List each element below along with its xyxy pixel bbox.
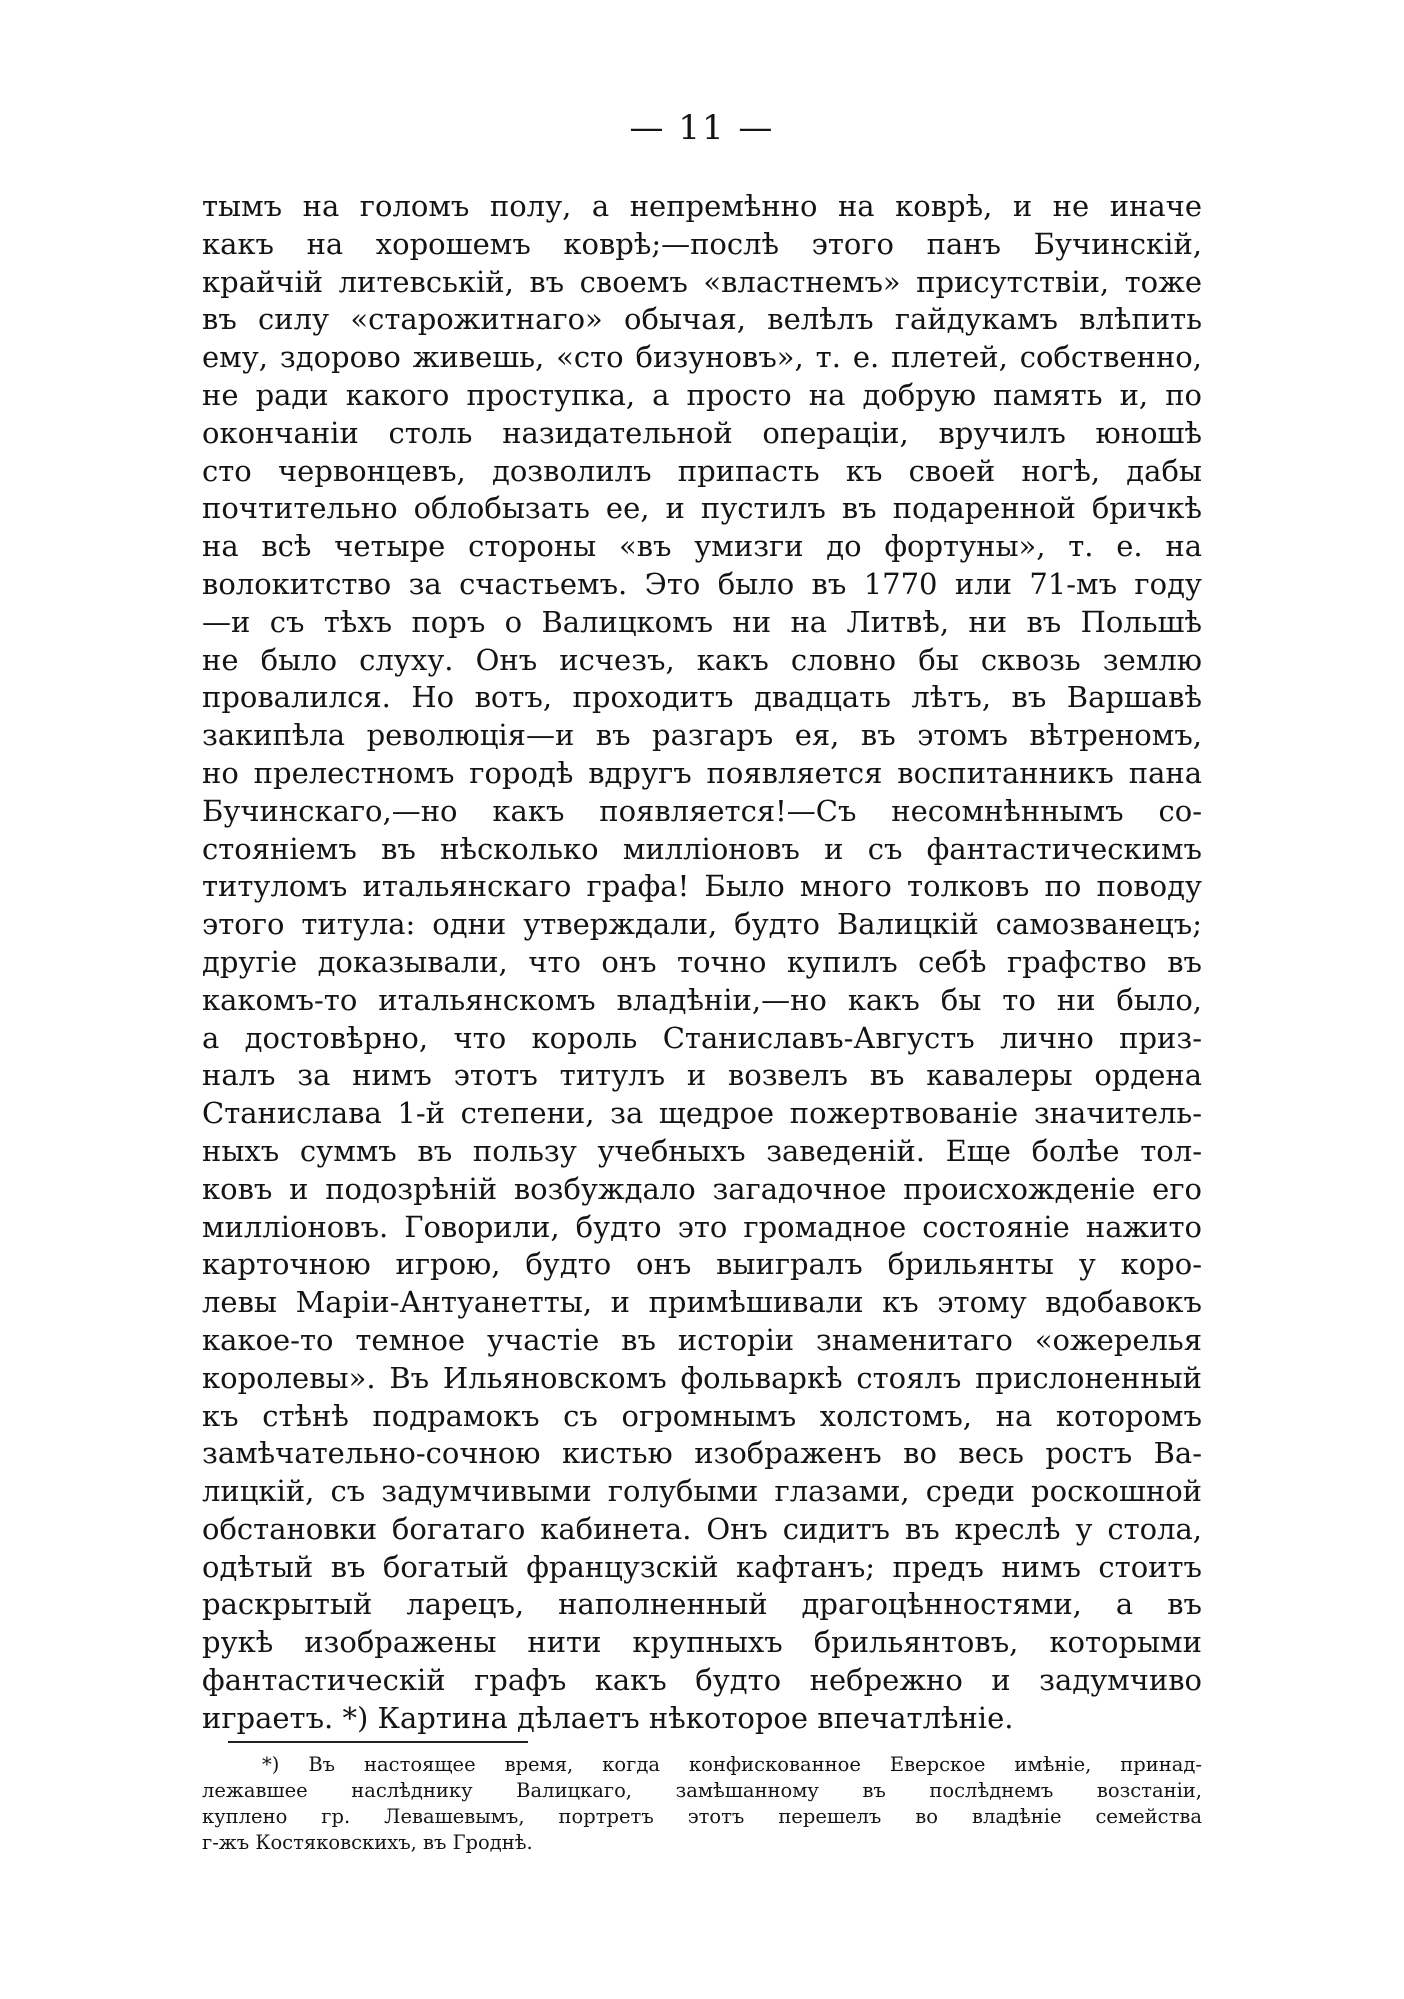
- text-line: этого титула: одни утверждали, будто Валицкій самозванецъ;: [202, 907, 1202, 942]
- page-number: — 11 —: [629, 108, 775, 148]
- text-line: волокитство за счастьемъ. Это было въ 1770 или 71-мъ году: [202, 566, 1202, 601]
- text-line: налъ за нимъ этотъ титулъ и возвелъ въ кавалеры ордена: [202, 1058, 1202, 1093]
- text-line: замѣчательно-сочною кистью изображенъ во весь ростъ Ва-: [202, 1436, 1202, 1471]
- text-line: окончаніи столь назидательной операціи, вручилъ юношѣ: [202, 415, 1202, 450]
- text-line: какомъ-то итальянскомъ владѣніи,—но какъ бы то ни было,: [202, 982, 1202, 1017]
- text-line: на всѣ четыре стороны «въ умизги до фортуны», т. е. на: [202, 529, 1202, 564]
- footnote-line: г-жъ Костяковскихъ, въ Гроднѣ.: [202, 1831, 533, 1854]
- footnote: [202, 1752, 1202, 1856]
- text-line: одѣтый въ богатый французскій кафтанъ; предъ нимъ стоитъ: [202, 1549, 1202, 1584]
- text-line: обстановки богатаго кабинета. Онъ сидитъ въ креслѣ у стола,: [202, 1511, 1202, 1546]
- text-line: ковъ и подозрѣній возбуждало загадочное происхожденіе его: [202, 1171, 1202, 1206]
- text-line: въ силу «старожитнаго» обычая, велѣлъ гайдукамъ влѣпить: [202, 302, 1202, 337]
- text-line: но прелестномъ городѣ вдругъ появляется воспитанникъ пана: [202, 755, 1202, 790]
- text-line: фантастическій графъ какъ будто небрежно и задумчиво: [202, 1663, 1202, 1698]
- footnote-line: лежавшее наслѣднику Валицкаго, замѣшанному въ послѣднемъ возстаніи,: [202, 1779, 1202, 1802]
- text-line: —и съ тѣхъ поръ о Валицкомъ ни на Литвѣ, ни въ Польшѣ: [202, 604, 1202, 639]
- text-line: Бучинскаго,—но какъ появляется!—Съ несомнѣннымъ со-: [202, 793, 1202, 828]
- text-line: какое-то темное участіе въ исторіи знаменитаго «ожерелья: [202, 1322, 1202, 1357]
- text-line: почтительно облобызать ее, и пустилъ въ подаренной бричкѣ: [202, 491, 1202, 526]
- text-line: рукѣ изображены нити крупныхъ брильянтовъ, которыми: [202, 1625, 1202, 1660]
- text-line: другіе доказывали, что онъ точно купилъ себѣ графство въ: [202, 944, 1202, 979]
- text-line: къ стѣнѣ подрамокъ съ огромнымъ холстомъ, на которомъ: [202, 1398, 1202, 1433]
- text-line: стояніемъ въ нѣсколько милліоновъ и съ фантастическимъ: [202, 831, 1202, 866]
- footnote-line: *) Въ настоящее время, когда конфискованное Еверское имѣніе, принад-: [262, 1753, 1202, 1776]
- text-line: играетъ. *) Картина дѣлаетъ нѣкоторое впечатлѣніе.: [202, 1700, 1014, 1735]
- text-line: королевы». Въ Ильяновскомъ фольваркѣ стоялъ прислоненный: [202, 1360, 1202, 1395]
- text-line: а достовѣрно, что король Станиславъ-Августъ лично приз-: [202, 1020, 1202, 1055]
- text-line: не ради какого проступка, а просто на добрую память и, по: [202, 377, 1202, 412]
- footnote-divider: [228, 1741, 528, 1743]
- text-line: Станислава 1-й степени, за щедрое пожертвованіе значитель-: [202, 1096, 1202, 1131]
- text-line: титуломъ итальянскаго графа! Было много толковъ по поводу: [202, 869, 1202, 904]
- text-line: левы Маріи-Антуанетты, и примѣшивали къ этому вдобавокъ: [202, 1285, 1202, 1320]
- text-line: карточною игрою, будто онъ выигралъ брильянты у коро-: [202, 1247, 1202, 1282]
- footnote-line: куплено гр. Левашевымъ, портретъ этотъ перешелъ во владѣніе семейства: [202, 1805, 1202, 1828]
- body-text: [202, 188, 1202, 1738]
- text-line: ему, здорово живешь, «сто бизуновъ», т. е. плетей, собственно,: [202, 340, 1202, 375]
- text-line: какъ на хорошемъ коврѣ;—послѣ этого панъ Бучинскій,: [202, 226, 1202, 261]
- text-line: сто червонцевъ, дозволилъ припасть къ своей ногѣ, дабы: [202, 453, 1202, 488]
- text-line: закипѣла революція—и въ разгаръ ея, въ этомъ вѣтреномъ,: [202, 718, 1202, 753]
- text-line: ныхъ суммъ въ пользу учебныхъ заведеній. Еще болѣе тол-: [202, 1133, 1202, 1168]
- text-line: не было слуху. Онъ исчезъ, какъ словно бы сквозь землю: [202, 642, 1202, 677]
- text-line: лицкій, съ задумчивыми голубыми глазами, среди роскошной: [202, 1474, 1202, 1509]
- text-line: раскрытый ларецъ, наполненный драгоцѣнностями, а въ: [202, 1587, 1202, 1622]
- text-line: провалился. Но вотъ, проходитъ двадцать лѣтъ, въ Варшавѣ: [202, 680, 1202, 715]
- text-line: милліоновъ. Говорили, будто это громадное состояніе нажито: [202, 1209, 1202, 1244]
- text-line: крайчій литевській, въ своемъ «властнемъ» присутствіи, тоже: [202, 264, 1202, 299]
- text-line: тымъ на голомъ полу, а непремѣнно на коврѣ, и не иначе: [202, 189, 1202, 223]
